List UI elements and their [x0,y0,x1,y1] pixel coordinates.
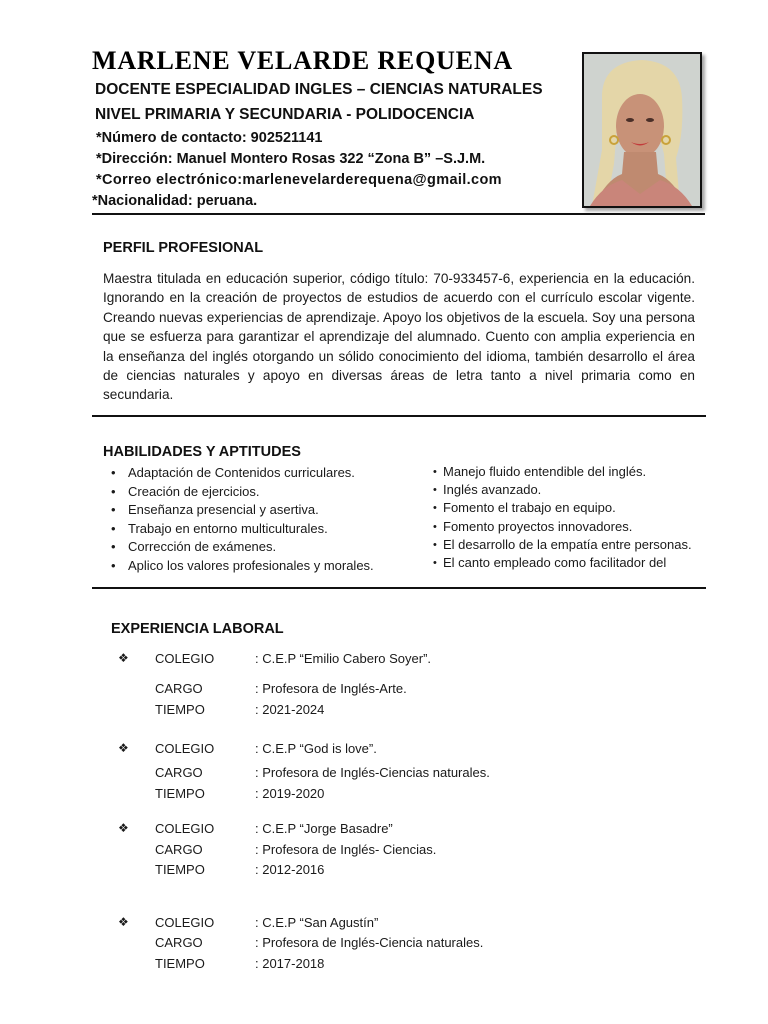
header-divider [92,213,705,215]
role-label: CARGO [155,765,203,780]
skill-item: • El desarrollo de la empatía entre personas. [433,536,713,554]
role-value: : Profesora de Inglés-Arte. [255,681,407,696]
level-subtitle: NIVEL PRIMARIA Y SECUNDARIA - POLIDOCENCIA [95,106,475,123]
skill-item: • El canto empleado como facilitador del [433,554,713,572]
time-label: TIEMPO [155,702,205,717]
role-value: : Profesora de Inglés- Ciencias. [255,842,437,857]
profile-text: Maestra titulada en educación superior, código título: 70-933457-6, experiencia en la educación. Ignorando en la creación de proyectos de estudios de acuerdo con el currículo escolar vigente. Creando nuevas experiencias de aprendizaje. Apoyo los objetivos de la escuela. Soy una persona que se esfuerza para garantizar el aprendizaje del alumnado. Cuento con amplia experiencia en la enseñanza del inglés otorgando un sólido conocimiento del idioma, también desarrollo el área de ciencias naturales y apoyo en diversas áreas de letra tanto a nivel primaria como en secundaria. [103,271,695,403]
contact-email: *Correo electrónico:marlenevelarderequena@gmail.com [96,172,502,188]
portrait-illustration [584,54,700,206]
candidate-name: MARLENE VELARDE REQUENA [92,46,513,75]
contact-address: *Dirección: Manuel Montero Rosas 322 “Zona B” –S.J.M. [96,151,486,167]
role-label: CARGO [155,681,203,696]
school-value: : C.E.P “God is love”. [255,741,377,756]
skill-item: • Fomento proyectos innovadores. [433,518,713,536]
role-label: CARGO [155,842,203,857]
profile-heading: PERFIL PROFESIONAL [103,240,264,256]
skills-list-left [108,464,428,575]
role-value: : Profesora de Inglés-Ciencias naturales. [255,765,490,780]
time-label: TIEMPO [155,862,205,877]
school-label: COLEGIO [155,915,215,930]
time-value: : 2019-2020 [255,786,325,801]
skills-list-right [433,463,713,572]
time-value: : 2017-2018 [255,956,325,971]
skill-item: • Creación de ejercicios. [108,483,428,502]
role-label: CARGO [155,935,203,950]
diamond-bullet-icon: ❖ [118,915,129,929]
skills-heading: HABILIDADES Y APTITUDES [103,444,301,460]
diamond-bullet-icon: ❖ [118,821,129,835]
profile-photo [582,52,702,208]
contact-nationality: *Nacionalidad: peruana. [92,193,258,209]
skill-item: • Inglés avanzado. [433,481,713,499]
time-label: TIEMPO [155,956,205,971]
skill-item: • Manejo fluido entendible del inglés. [433,463,713,481]
skill-item: • Corrección de exámenes. [108,538,428,557]
profile-divider [92,415,706,417]
school-label: COLEGIO [155,741,215,756]
professional-title: DOCENTE ESPECIALIDAD INGLES – CIENCIAS NATURALES [95,81,543,98]
contact-phone: *Número de contacto: 902521141 [96,130,323,146]
school-value: : C.E.P “Jorge Basadre” [255,821,393,836]
school-label: COLEGIO [155,821,215,836]
skill-item: • Enseñanza presencial y asertiva. [108,501,428,520]
school-value: : C.E.P “San Agustín” [255,915,379,930]
experience-heading: EXPERIENCIA LABORAL [111,621,284,637]
skills-divider [92,587,706,589]
skill-item: • Fomento el trabajo en equipo. [433,499,713,517]
role-value: : Profesora de Inglés-Ciencia naturales. [255,935,484,950]
skill-item: • Adaptación de Contenidos curriculares. [108,464,428,483]
time-value: : 2012-2016 [255,862,325,877]
diamond-bullet-icon: ❖ [118,651,129,665]
school-label: COLEGIO [155,651,215,666]
time-label: TIEMPO [155,786,205,801]
skill-item: • Aplico los valores profesionales y morales. [108,557,428,576]
time-value: : 2021-2024 [255,702,325,717]
school-value: : C.E.P “Emilio Cabero Soyer”. [255,651,432,666]
diamond-bullet-icon: ❖ [118,741,129,755]
skill-item: • Trabajo en entorno multiculturales. [108,520,428,539]
